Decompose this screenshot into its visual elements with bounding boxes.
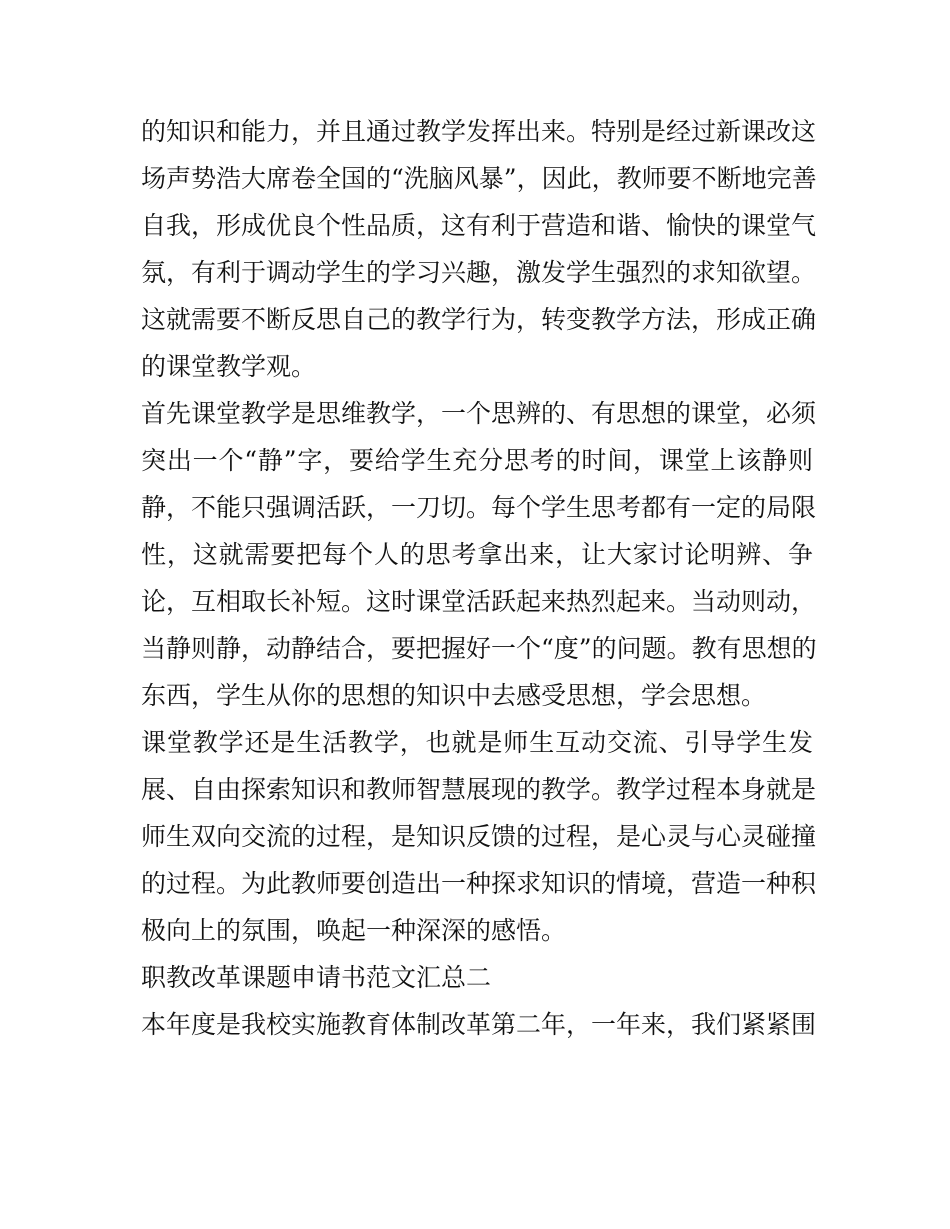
text-line: 的过程。为此教师要创造出一种探求知识的情境，营造一种积 (141, 869, 817, 898)
text-line: 当静则静，动静结合，要把握好一个“度”的问题。教有思想的 (141, 634, 817, 663)
text-line: 极向上的氛围，唤起一种深深的感悟。 (141, 916, 567, 945)
text-line: 师生双向交流的过程，是知识反馈的过程，是心灵与心灵碰撞 (141, 822, 817, 851)
text-line: 氛，有利于调动学生的学习兴趣，激发学生强烈的求知欲望。 (141, 258, 817, 287)
text-line: 自我，形成优良个性品质，这有利于营造和谐、愉快的课堂气 (141, 211, 817, 240)
text-line: 展、自由探索知识和教师智慧展现的教学。教学过程本身就是 (141, 775, 817, 804)
text-line: 这就需要不断反思自己的教学行为，转变教学方法，形成正确 (141, 305, 817, 334)
document-body (141, 108, 817, 1048)
text-line: 论，互相取长补短。这时课堂活跃起来热烈起来。当动则动， (141, 587, 817, 616)
text-line: 东西，学生从你的思想的知识中去感受思想，学会思想。 (141, 681, 767, 710)
text-line: 首先课堂教学是思维教学，一个思辨的、有思想的课堂，必须 (141, 399, 817, 428)
text-line: 静，不能只强调活跃，一刀切。每个学生思考都有一定的局限 (141, 493, 817, 522)
text-line: 的课堂教学观。 (141, 352, 317, 381)
text-line: 性，这就需要把每个人的思考拿出来，让大家讨论明辨、争 (141, 540, 813, 569)
text-line: 的知识和能力，并且通过教学发挥出来。特别是经过新课改这 (141, 117, 817, 146)
text-line: 课堂教学还是生活教学，也就是师生互动交流、引导学生发 (141, 728, 813, 757)
text-line: 突出一个“静”字，要给学生充分思考的时间，课堂上该静则 (141, 446, 813, 475)
text-line: 场声势浩大席卷全国的“洗脑风暴”，因此，教师要不断地完善 (141, 164, 817, 193)
text-line: 本年度是我校实施教育体制改革第二年，一年来，我们紧紧围 (141, 1010, 817, 1039)
section-heading: 职教改革课题申请书范文汇总二 (141, 963, 492, 992)
